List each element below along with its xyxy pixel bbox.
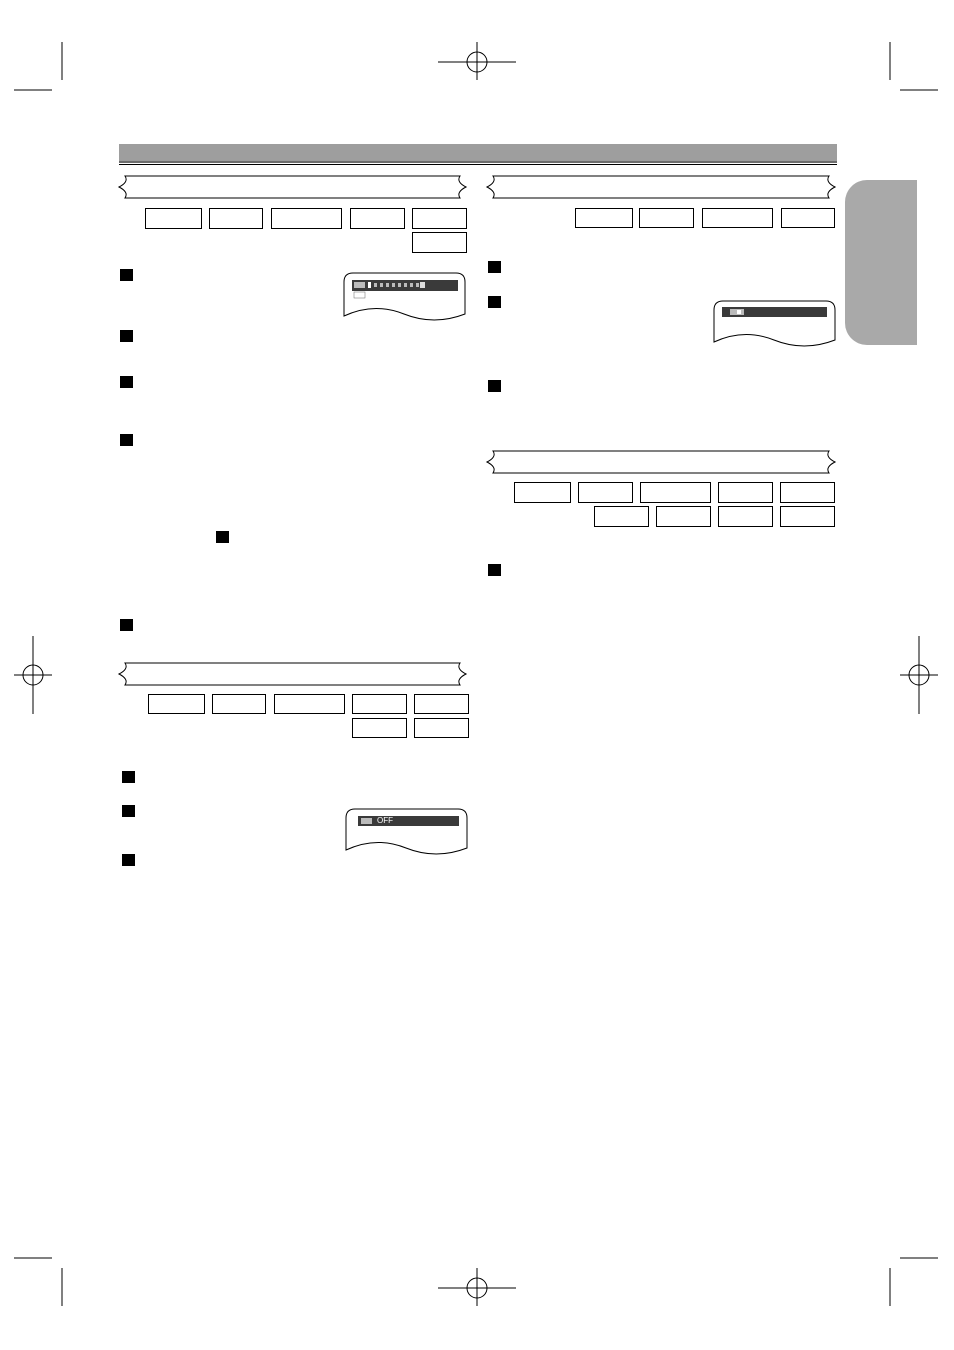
osd-value: OFF xyxy=(377,816,393,825)
disc-type-box xyxy=(718,482,773,503)
step-marker-icon xyxy=(120,376,133,388)
disc-type-box xyxy=(575,208,633,228)
section-banner-3 xyxy=(487,451,835,473)
disc-type-box xyxy=(352,718,407,738)
step-marker-icon xyxy=(488,296,501,308)
disc-type-box xyxy=(702,208,773,228)
tv-screen-display xyxy=(342,806,472,856)
disc-type-box xyxy=(274,694,345,714)
disc-type-box xyxy=(514,482,571,503)
disc-type-box xyxy=(414,694,469,714)
disc-type-box xyxy=(212,694,266,714)
disc-type-box xyxy=(209,208,263,229)
disc-type-box xyxy=(594,506,649,527)
disc-type-box xyxy=(414,718,469,738)
disc-type-box xyxy=(145,208,202,229)
disc-type-box xyxy=(718,506,773,527)
disc-type-box xyxy=(412,208,467,229)
disc-type-box xyxy=(352,694,407,714)
disc-type-box xyxy=(350,208,405,229)
section-banner-2 xyxy=(487,176,835,198)
step-marker-icon xyxy=(488,564,501,576)
tv-screen-display xyxy=(340,270,470,322)
disc-type-box xyxy=(780,506,835,527)
step-marker-icon xyxy=(488,380,501,392)
disc-type-box xyxy=(781,208,835,228)
section-banner-4 xyxy=(119,663,466,685)
disc-type-box xyxy=(412,232,467,253)
step-marker-icon xyxy=(122,854,135,866)
step-marker-icon xyxy=(488,261,501,273)
step-marker-icon xyxy=(120,330,133,342)
disc-type-box xyxy=(656,506,711,527)
step-marker-icon xyxy=(122,805,135,817)
tv-screen-display xyxy=(710,298,840,348)
step-marker-icon xyxy=(120,434,133,446)
step-marker-icon xyxy=(216,531,229,543)
disc-type-box xyxy=(578,482,633,503)
disc-type-box xyxy=(639,208,694,228)
disc-type-box xyxy=(271,208,342,229)
disc-type-box xyxy=(640,482,711,503)
section-banner-1 xyxy=(119,176,466,198)
disc-type-box xyxy=(148,694,205,714)
disc-type-box xyxy=(780,482,835,503)
step-marker-icon xyxy=(120,269,133,281)
step-marker-icon xyxy=(120,619,133,631)
step-marker-icon xyxy=(122,771,135,783)
